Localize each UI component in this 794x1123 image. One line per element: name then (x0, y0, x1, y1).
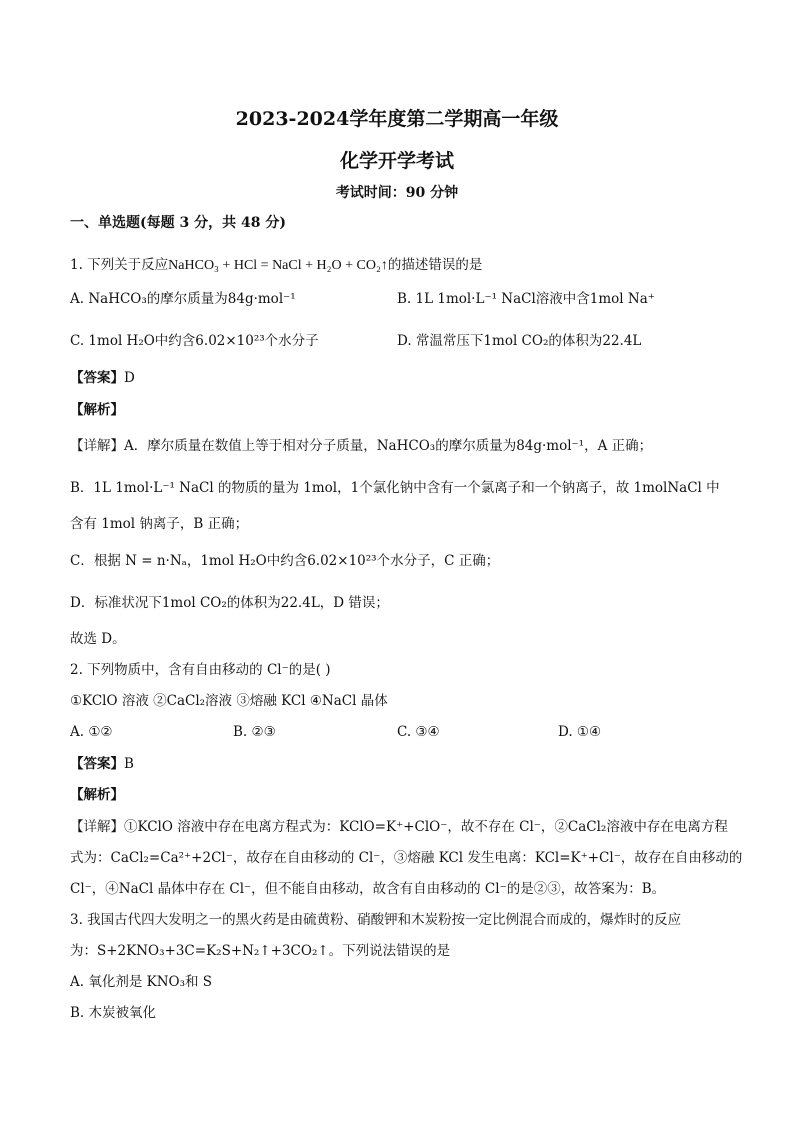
q1-option-b: B. 1L 1mol·L⁻¹ NaCl溶液中含1mol Na⁺ (397, 291, 655, 307)
exam-time: 考试时间：90 分钟 (335, 185, 459, 201)
section-heading: 一、单选题(每题 3 分，共 48 分) (70, 215, 286, 231)
q2-answer-value: B (124, 756, 134, 772)
q2-items: ①KClO 溶液 ②CaCl₂溶液 ③熔融 KCl ④NaCl 晶体 (70, 693, 388, 709)
q1-option-a: A. NaHCO₃的摩尔质量为84g·mol⁻¹ (70, 291, 296, 307)
q1-equation: NaHCO₃ + HCl = NaCl + H₂O + CO₂↑ (168, 258, 388, 273)
q2-answer (70, 755, 134, 773)
q2-stem: 2. 下列物质中，含有自由移动的 Cl⁻的是( ) (70, 662, 331, 678)
exam-title: 2023-2024学年度第二学期高一年级 (235, 108, 559, 130)
q2-detail-line3: Cl⁻，④NaCl 晶体中存在 Cl⁻，但不能自由移动，故含有自由移动的 Cl⁻的是②③，故答案为：B。 (70, 881, 666, 897)
q1-stem-post: 的描述错误的是 (387, 257, 483, 273)
q2-option-c: C. ③④ (397, 724, 440, 740)
q1-detail-b-line2: 含有 1mol 钠离子，B 正确； (70, 516, 249, 532)
q1-option-c: C. 1mol H₂O中约含6.02×10²³个水分子 (70, 333, 319, 349)
q1-analysis-label: 【解析】 (70, 402, 124, 418)
q2-answer-label: 【答案】 (70, 756, 124, 772)
q1-conclusion: 故选 D。 (70, 631, 126, 647)
q3-stem-line1: 3. 我国古代四大发明之一的黑火药是由硫黄粉、硝酸钾和木炭粉按一定比例混合而成的，爆炸时的反应 (70, 912, 682, 928)
q2-detail-line1: 【详解】①KClO 溶液中存在电离方程式为：KClO=K⁺+ClO⁻，故不存在 Cl⁻，②CaCl₂溶液中存在电离方程 (70, 819, 728, 835)
q1-stem (70, 256, 482, 275)
q1-detail-d: D．标准状况下1mol CO₂的体积为22.4L，D 错误； (70, 595, 389, 611)
q1-answer (70, 369, 135, 387)
q1-answer-label: 【答案】 (70, 370, 124, 386)
q2-option-d: D. ①④ (558, 724, 602, 740)
q2-option-b: B. ②③ (233, 724, 276, 740)
q3-option-b: B. 木炭被氧化 (70, 1005, 157, 1021)
q2-detail-line2: 式为：CaCl₂=Ca²⁺+2Cl⁻，故存在自由移动的 Cl⁻，③熔融 KCl 发生电离：KCl=K⁺+Cl⁻，故存在自由移动的 (70, 850, 743, 866)
q3-stem-line2: 为：S+2KNO₃+3C=K₂S+N₂↑+3CO₂↑。下列说法错误的是 (70, 943, 451, 959)
q1-detail-b-line1: B．1L 1mol·L⁻¹ NaCl 的物质的量为 1mol，1个氯化钠中含有一个氯离子和一个钠离子，故 1molNaCl 中 (70, 480, 720, 496)
q1-stem-pre: 1. 下列关于反应 (70, 257, 169, 273)
q1-option-d: D. 常温常压下1mol CO₂的体积为22.4L (397, 333, 642, 349)
q1-detail-c: C．根据 N = n·Nₐ，1mol H₂O中约含6.02×10²³个水分子，C 正确； (70, 553, 500, 569)
q2-analysis-label: 【解析】 (70, 787, 124, 803)
q3-option-a: A. 氧化剂是 KNO₃和 S (70, 974, 213, 990)
q1-answer-value: D (124, 370, 135, 386)
q2-option-a: A. ①② (70, 724, 113, 740)
exam-subtitle: 化学开学考试 (339, 150, 454, 172)
q1-detail-a: 【详解】A．摩尔质量在数值上等于相对分子质量，NaHCO₃的摩尔质量为84g·mol⁻¹，A 正确； (70, 438, 653, 454)
